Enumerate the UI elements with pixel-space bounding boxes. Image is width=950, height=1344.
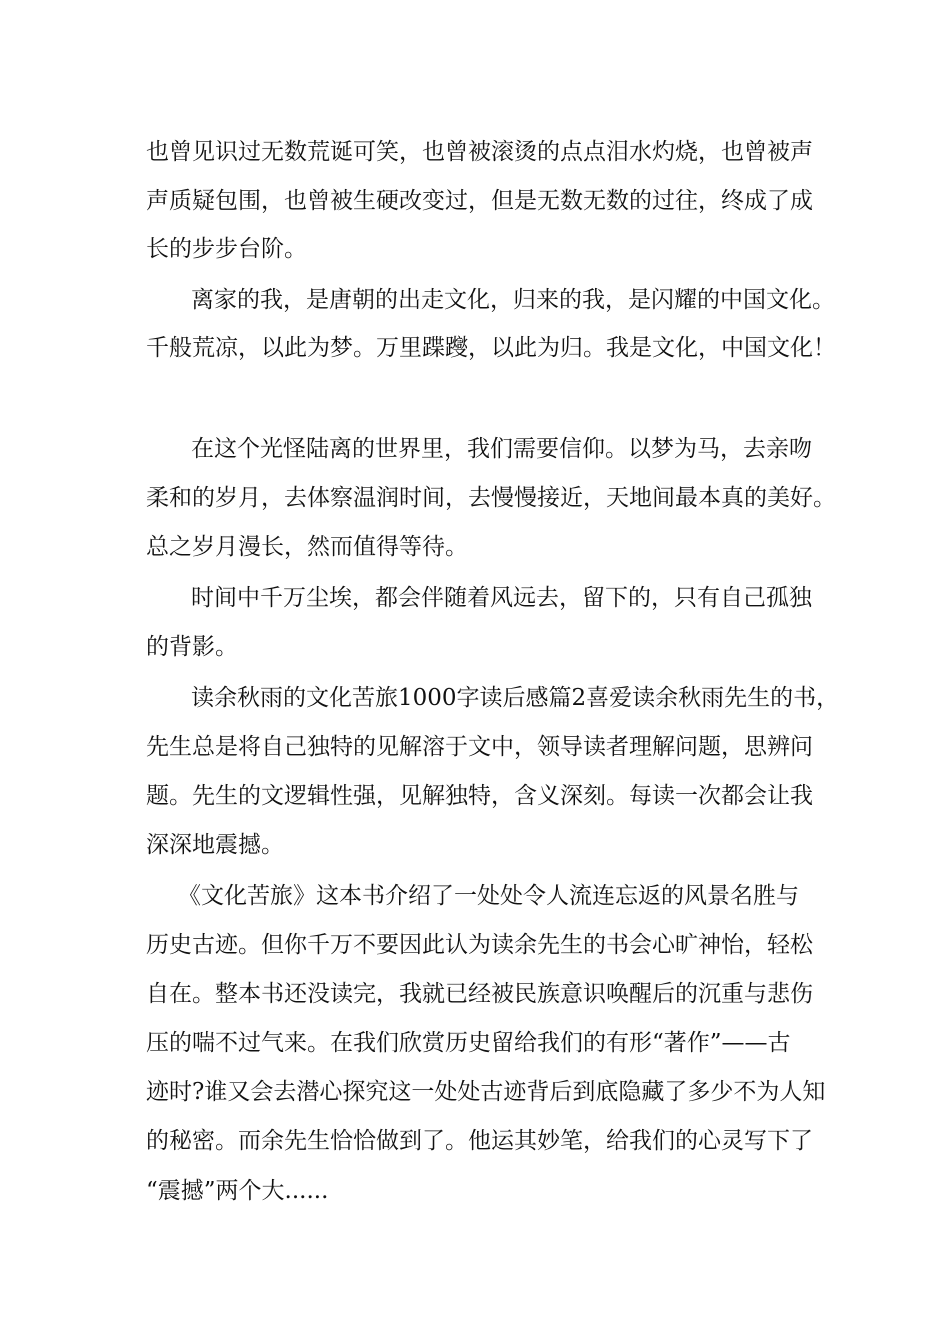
text-line: 的背影。	[146, 634, 238, 660]
text-line: 的秘密。而余先生恰恰做到了。他运其妙笔，给我们的心灵写下了	[146, 1128, 813, 1154]
text-line: 柔和的岁月，去体察温润时间，去慢慢接近，天地间最本真的美好。	[146, 485, 836, 511]
text-line: 《文化苦旅》这本书介绍了一处处令人流连忘返的风景名胜与	[178, 883, 799, 909]
text-line: 总之岁月漫长，然而值得等待。	[146, 534, 468, 560]
text-line: 也曾见识过无数荒诞可笑，也曾被滚烫的点点泪水灼烧，也曾被声	[146, 139, 813, 165]
text-line: 迹时?谁又会去潜心探究这一处处古迹背后到底隐藏了多少不为人知	[146, 1079, 826, 1105]
text-line: 声质疑包围，也曾被生硬改变过，但是无数无数的过往，终成了成	[146, 188, 813, 214]
text-line: 读余秋雨的文化苦旅1000字读后感篇2喜爱读余秋雨先生的书，	[191, 685, 840, 711]
text-line: 自在。整本书还没读完，我就已经被民族意识唤醒后的沉重与悲伤	[146, 981, 813, 1007]
text-line: 深深地震撼。	[146, 832, 284, 858]
text-line: 在这个光怪陆离的世界里，我们需要信仰。以梦为马，去亲吻	[191, 436, 812, 462]
text-line: 压的喘不过气来。在我们欣赏历史留给我们的有形“著作”——古	[146, 1030, 791, 1056]
text-line: 千般荒凉，以此为梦。万里蹀躞，以此为归。我是文化，中国文化！	[146, 335, 836, 361]
text-line: 先生总是将自己独特的见解溶于文中，领导读者理解问题，思辨问	[146, 734, 813, 760]
text-line: “震撼”两个大......	[146, 1178, 329, 1204]
text-line: 时间中千万尘埃，都会伴随着风远去，留下的，只有自己孤独	[191, 585, 812, 611]
text-line: 长的步步台阶。	[146, 236, 307, 262]
text-line: 历史古迹。但你千万不要因此认为读余先生的书会心旷神怡，轻松	[146, 932, 813, 958]
text-line: 题。先生的文逻辑性强，见解独特，含义深刻。每读一次都会让我	[146, 783, 813, 809]
text-line: 离家的我，是唐朝的出走文化，归来的我，是闪耀的中国文化。	[191, 287, 835, 313]
